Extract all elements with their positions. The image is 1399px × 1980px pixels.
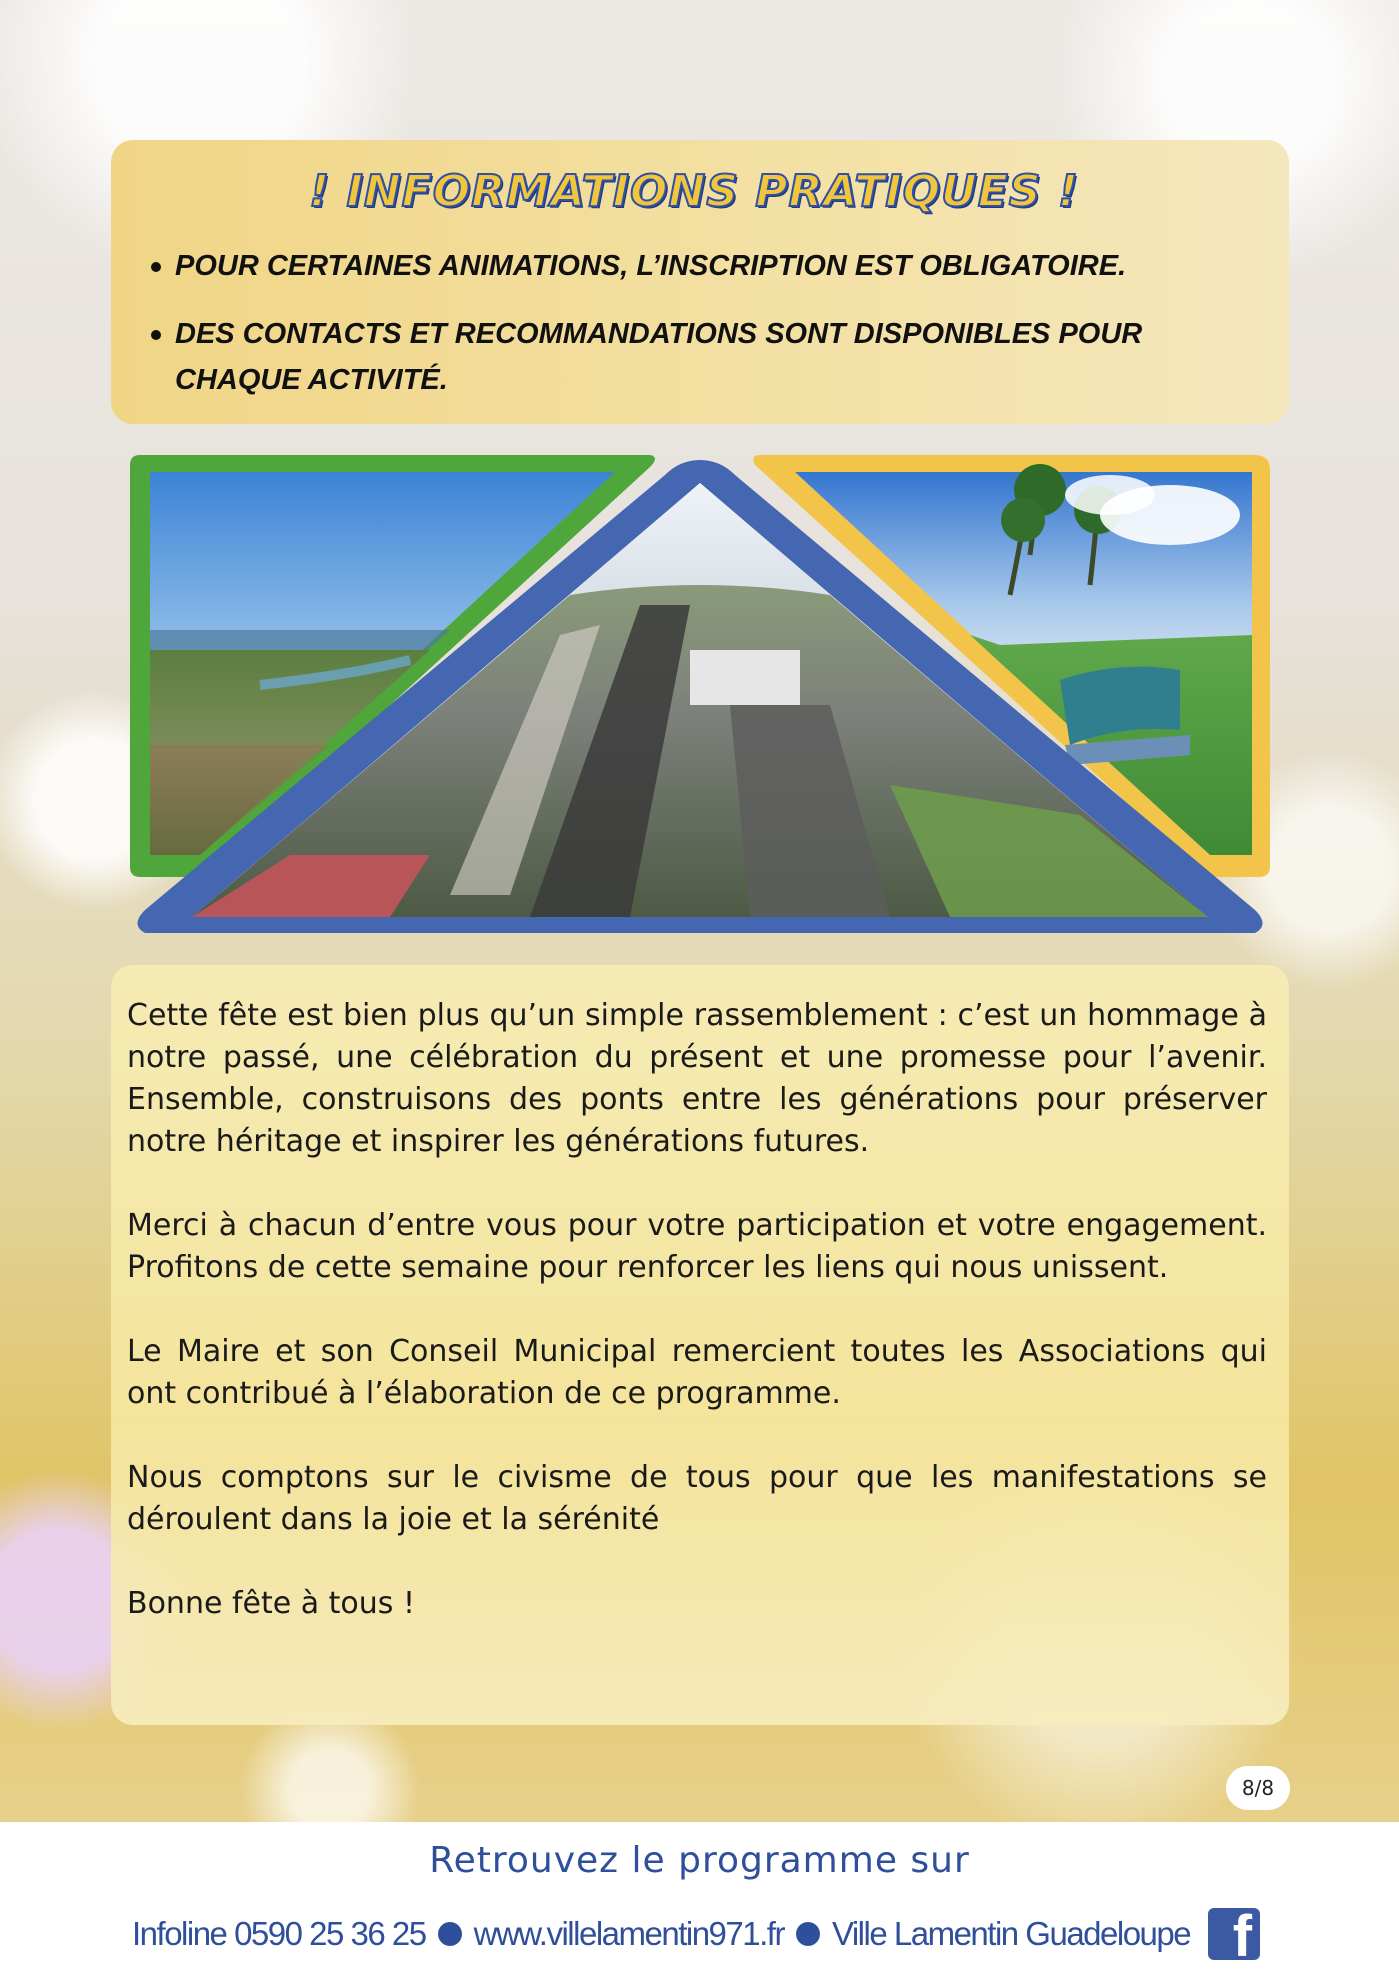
- facebook-icon[interactable]: f: [1208, 1908, 1260, 1960]
- footer-heading: Retrouvez le programme sur: [429, 1840, 970, 1881]
- infoline-text: Infoline 0590 25 36 25: [132, 1915, 426, 1952]
- social-page-link[interactable]: Ville Lamentin Guadeloupe: [831, 1915, 1191, 1952]
- info-item-registration: [139, 243, 1249, 289]
- page-number: 8/8: [1226, 1766, 1290, 1810]
- paragraph-greeting: Bonne fête à tous !: [127, 1586, 415, 1621]
- info-title: ! INFORMATIONS PRATIQUES !: [309, 166, 1079, 217]
- separator-dot-icon: [438, 1922, 462, 1946]
- bullet-icon: [151, 330, 161, 340]
- info-item-text: POUR CERTAINES ANIMATIONS, L’INSCRIPTION EST OBLIGATOIRE.: [175, 250, 1127, 282]
- info-list: [139, 243, 1249, 403]
- info-panel: [111, 140, 1289, 424]
- message-panel: [111, 965, 1289, 1725]
- photo-collage: [130, 455, 1270, 937]
- separator-dot-icon: [796, 1922, 820, 1946]
- website-link[interactable]: www.villelamentin971.fr: [473, 1915, 784, 1952]
- info-item-contacts: [139, 311, 1249, 403]
- bullet-icon: [151, 262, 161, 272]
- footer: [0, 1822, 1399, 1980]
- paragraph-civism: Nous comptons sur le civisme de tous pour que les manifestations se déroulent dans la joie et la sérénité: [127, 1460, 1267, 1537]
- paragraph-thanks: Merci à chacun d’entre vous pour votre participation et votre engagement. Profitons de cette semaine pour renforcer les liens qui nous unissent.: [127, 1208, 1267, 1285]
- paragraph-mayor: Le Maire et son Conseil Municipal remercient toutes les Associations qui ont contribué à l’élaboration de ce programme.: [127, 1334, 1267, 1411]
- info-item-text: DES CONTACTS ET RECOMMANDATIONS SONT DISPONIBLES POUR CHAQUE ACTIVITÉ.: [175, 318, 1143, 396]
- footer-contact-line: [132, 1904, 1260, 1964]
- paragraph-tribute: Cette fête est bien plus qu’un simple rassemblement : c’est un hommage à notre passé, une célébration du présent et une promesse pour l’avenir. Ensemble, construisons des ponts entre les générations pour préserver notre héritage et inspirer les générations futures.: [127, 998, 1267, 1159]
